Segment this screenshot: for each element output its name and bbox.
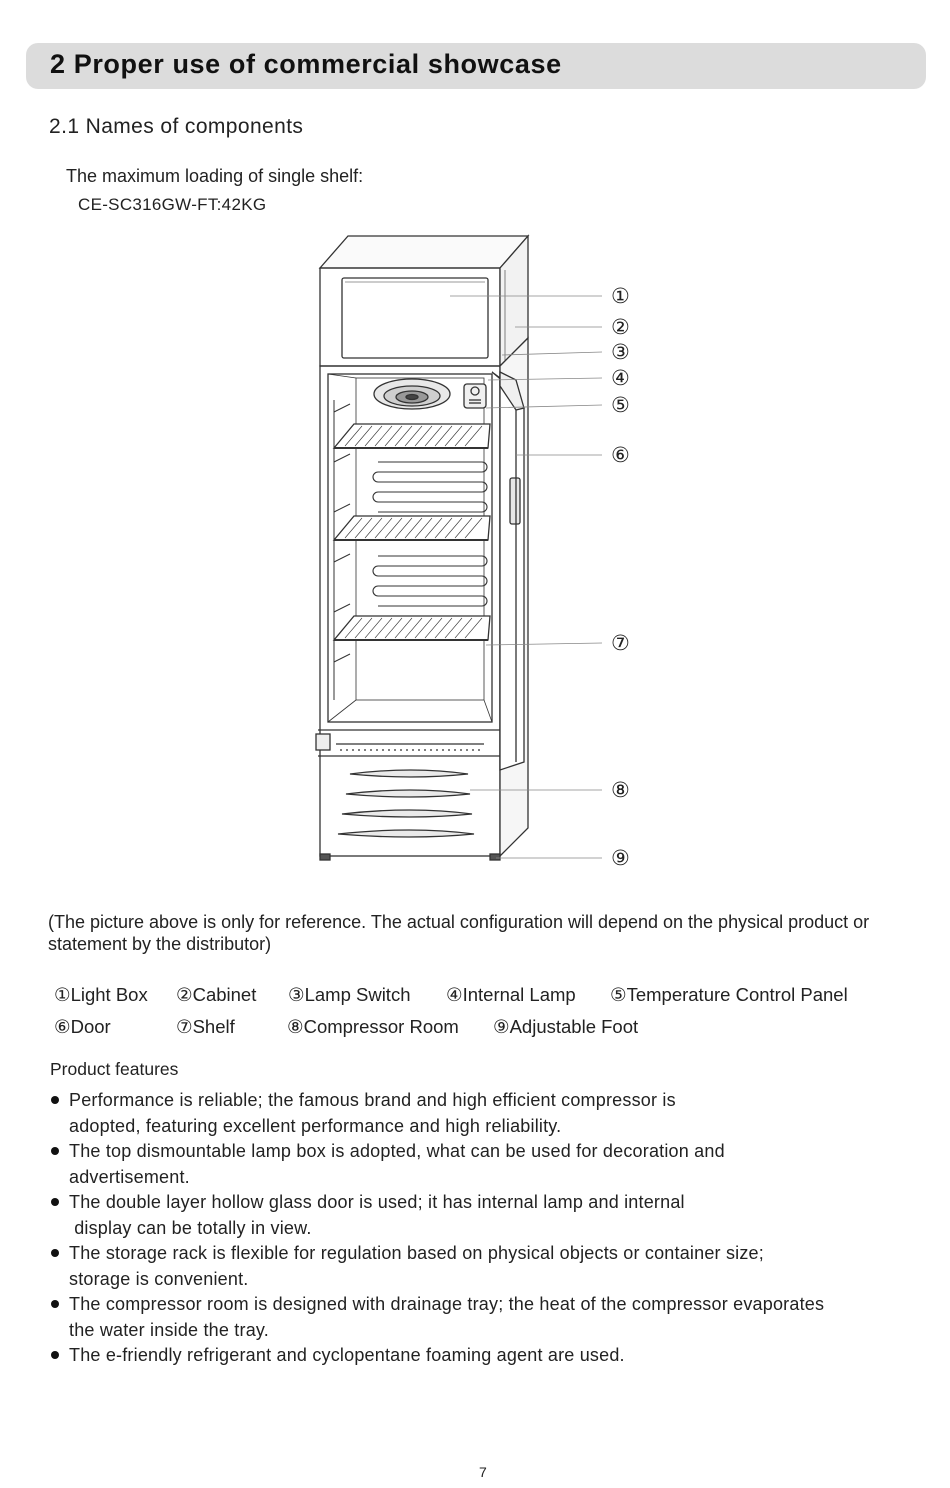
door-drawing: [492, 372, 524, 770]
cabinet: [318, 338, 528, 856]
showcase-drawing: [316, 236, 528, 860]
callout-8: ⑧: [611, 778, 630, 802]
callout-7: ⑦: [611, 631, 630, 655]
callout-labels: [611, 284, 630, 870]
bullet-icon: [51, 1096, 59, 1104]
legend-compressor-room: ⑧Compressor Room: [287, 1016, 459, 1037]
adjustable-feet: [320, 854, 500, 860]
features-title: Product features: [50, 1059, 179, 1079]
reference-note: (The picture above is only for reference. The actual configuration will depend on the physical product or statement by the distributor): [48, 912, 870, 954]
bullet-icon: [51, 1249, 59, 1257]
callout-4: ④: [611, 366, 630, 390]
fan-unit: [374, 379, 450, 409]
shelves-drawing: [334, 424, 490, 640]
max-loading-value: CE-SC316GW-FT:42KG: [78, 195, 267, 214]
feature-item: The top dismountable lamp box is adopted, what can be used for decoration and advertisement.: [69, 1141, 725, 1187]
compressor-room-drawing: [316, 734, 500, 837]
bullet-icon: [51, 1147, 59, 1155]
legend-lamp-switch: ③Lamp Switch: [288, 984, 411, 1005]
section-title: 2 Proper use of commercial showcase: [50, 49, 562, 79]
legend-door: ⑥Door: [54, 1016, 111, 1037]
callout-5: ⑤: [611, 393, 630, 417]
legend-shelf: ⑦Shelf: [176, 1016, 235, 1037]
legend-adjustable-foot: ⑨Adjustable Foot: [493, 1016, 639, 1037]
legend-cabinet: ②Cabinet: [176, 984, 257, 1005]
legend-internal-lamp: ④Internal Lamp: [446, 984, 576, 1005]
temperature-panel-drawing: [464, 384, 486, 408]
bullet-icon: [51, 1198, 59, 1206]
page-number: 7: [479, 1464, 487, 1480]
callout-3: ③: [611, 340, 630, 364]
subsection-title: 2.1 Names of components: [49, 115, 304, 138]
callout-9: ⑨: [611, 846, 630, 870]
bullet-icon: [51, 1351, 59, 1359]
callout-2: ②: [611, 315, 630, 339]
feature-item: The compressor room is designed with drainage tray; the heat of the compressor evaporates the water inside the tray.: [69, 1294, 825, 1340]
feature-item: The storage rack is flexible for regulation based on physical objects or container size; storage is convenient.: [69, 1243, 764, 1289]
callout-1: ①: [611, 284, 630, 308]
legend-light-box: ①Light Box: [54, 984, 148, 1005]
feature-item: The double layer hollow glass door is used; it has internal lamp and internal display can be totally in view.: [69, 1192, 685, 1238]
feature-item: Performance is reliable; the famous brand and high efficient compressor is adopted, featuring excellent performance and high reliability.: [69, 1090, 676, 1136]
feature-item: The e-friendly refrigerant and cyclopentane foaming agent are used.: [69, 1345, 625, 1365]
legend-temperature-control-panel: ⑤Temperature Control Panel: [610, 984, 848, 1005]
bullet-icon: [51, 1300, 59, 1308]
callout-6: ⑥: [611, 443, 630, 467]
light-box: [320, 236, 528, 366]
max-loading-label: The maximum loading of single shelf:: [66, 166, 364, 186]
